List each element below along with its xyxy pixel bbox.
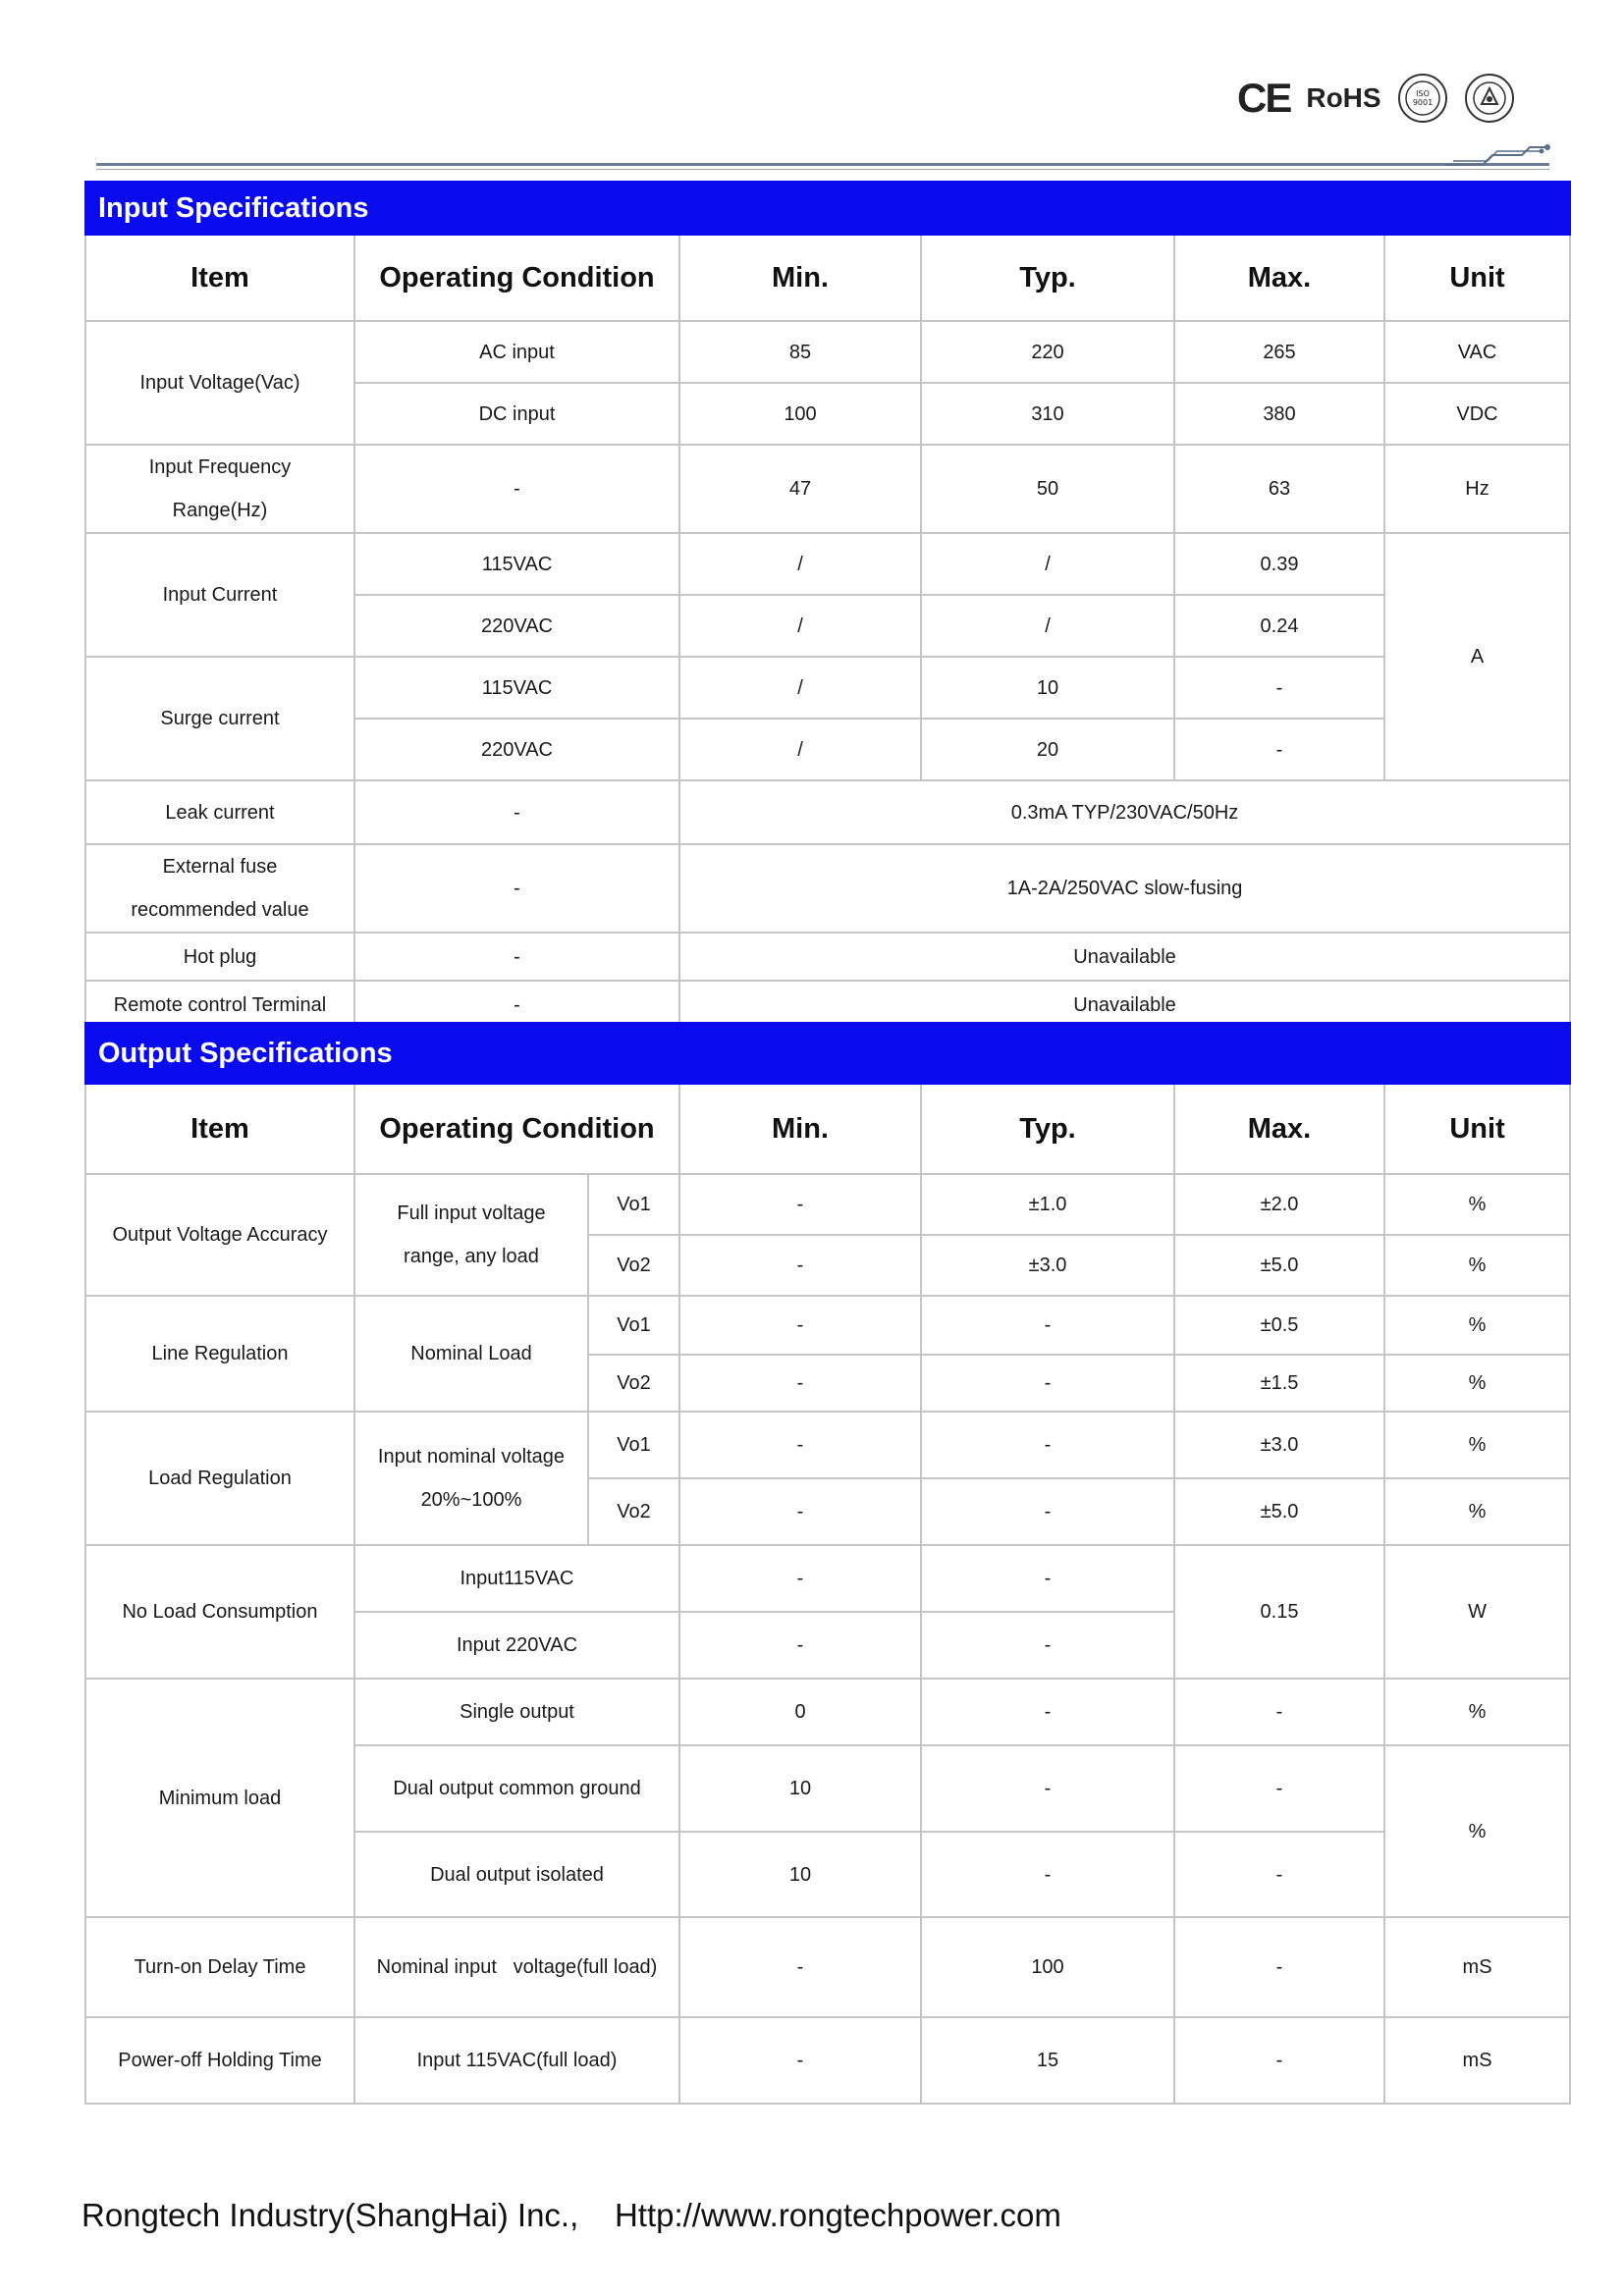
footer-company: Rongtech Industry(ShangHai) Inc.,	[81, 2197, 579, 2233]
col-header-item: Item	[85, 235, 354, 321]
section-title: Input Specifications	[85, 182, 1570, 235]
item-line: Input Frequency	[148, 456, 292, 478]
min-cell: -	[679, 1412, 921, 1478]
max-cell: ±1.5	[1174, 1355, 1384, 1412]
unit-cell: VDC	[1384, 383, 1570, 445]
col-header-item: Item	[85, 1084, 354, 1174]
item-cell: Remote control Terminal	[85, 981, 354, 1029]
condition-cell: Input 115VAC(full load)	[354, 2017, 679, 2104]
item-cell: Input Current	[85, 533, 354, 657]
col-header-min: Min.	[679, 1084, 921, 1174]
unit-cell: %	[1384, 1478, 1570, 1545]
min-cell: -	[679, 1235, 921, 1296]
condition-cell: -	[354, 933, 679, 981]
output-specifications-table	[84, 1022, 1571, 2105]
condition-cell: -	[354, 780, 679, 844]
typ-cell: -	[921, 1679, 1174, 1745]
min-cell: /	[679, 533, 921, 595]
typ-cell: -	[921, 1296, 1174, 1355]
footer	[81, 2197, 1061, 2234]
unit-cell: Hz	[1384, 445, 1570, 533]
unit-cell: VAC	[1384, 321, 1570, 383]
min-cell: 85	[679, 321, 921, 383]
min-cell: 10	[679, 1832, 921, 1917]
typ-cell: -	[921, 1745, 1174, 1832]
condition-line: range, any load	[404, 1246, 539, 1267]
certification-seal-icon	[1464, 73, 1515, 124]
condition-cell: 115VAC	[354, 533, 679, 595]
col-header-max: Max.	[1174, 235, 1384, 321]
unit-cell: %	[1384, 1745, 1570, 1917]
max-cell: -	[1174, 1745, 1384, 1832]
value-cell: 1A-2A/250VAC slow-fusing	[679, 844, 1570, 933]
input-specifications-table	[84, 181, 1571, 1030]
table-row	[85, 1917, 1570, 2017]
condition-line: Input nominal voltage	[377, 1446, 566, 1468]
max-cell: 0.24	[1174, 595, 1384, 657]
table-row	[85, 780, 1570, 844]
typ-cell: -	[921, 1478, 1174, 1545]
unit-cell: %	[1384, 1412, 1570, 1478]
unit-cell: A	[1384, 533, 1570, 780]
typ-cell: 10	[921, 657, 1174, 719]
table-row	[85, 445, 1570, 533]
max-cell: -	[1174, 2017, 1384, 2104]
min-cell: /	[679, 657, 921, 719]
section-title: Output Specifications	[85, 1023, 1570, 1084]
header-rule-thin	[96, 169, 1549, 170]
col-header-unit: Unit	[1384, 1084, 1570, 1174]
svg-text:9001: 9001	[1412, 98, 1433, 107]
max-cell: ±5.0	[1174, 1478, 1384, 1545]
condition-cell: -	[354, 981, 679, 1029]
max-cell: ±2.0	[1174, 1174, 1384, 1235]
item-cell: Leak current	[85, 780, 354, 844]
max-cell: ±0.5	[1174, 1296, 1384, 1355]
table-row	[85, 933, 1570, 981]
max-cell: 0.15	[1174, 1545, 1384, 1679]
condition-cell	[354, 1174, 588, 1296]
max-cell: ±3.0	[1174, 1412, 1384, 1478]
typ-cell: 220	[921, 321, 1174, 383]
condition-cell: Input 220VAC	[354, 1612, 679, 1679]
max-cell: 63	[1174, 445, 1384, 533]
value-cell: Unavailable	[679, 933, 1570, 981]
max-cell: -	[1174, 1832, 1384, 1917]
condition-cell: 220VAC	[354, 719, 679, 780]
min-cell: -	[679, 1174, 921, 1235]
min-cell: 47	[679, 445, 921, 533]
item-line: External fuse	[162, 856, 278, 878]
condition-cell: Dual output common ground	[354, 1745, 679, 1832]
item-cell: Output Voltage Accuracy	[85, 1174, 354, 1296]
circuit-trace-icon	[1443, 139, 1551, 169]
typ-cell: -	[921, 1412, 1174, 1478]
min-cell: -	[679, 1545, 921, 1612]
header-row	[85, 1084, 1570, 1174]
channel-cell: Vo2	[588, 1355, 679, 1412]
table-row	[85, 1545, 1570, 1612]
condition-cell: 115VAC	[354, 657, 679, 719]
condition-cell: Input115VAC	[354, 1545, 679, 1612]
table-row	[85, 1679, 1570, 1745]
min-cell: 100	[679, 383, 921, 445]
condition-cell: AC input	[354, 321, 679, 383]
max-cell: 380	[1174, 383, 1384, 445]
col-header-typ: Typ.	[921, 1084, 1174, 1174]
typ-cell: -	[921, 1832, 1174, 1917]
item-cell	[85, 844, 354, 933]
min-cell: 10	[679, 1745, 921, 1832]
min-cell: -	[679, 1478, 921, 1545]
unit-cell: %	[1384, 1235, 1570, 1296]
max-cell: -	[1174, 719, 1384, 780]
min-cell: -	[679, 1612, 921, 1679]
unit-cell: %	[1384, 1679, 1570, 1745]
item-cell: Turn-on Delay Time	[85, 1917, 354, 2017]
max-cell: -	[1174, 657, 1384, 719]
ce-mark: CE	[1237, 75, 1291, 121]
item-cell: Power-off Holding Time	[85, 2017, 354, 2104]
item-cell: Surge current	[85, 657, 354, 780]
unit-cell: mS	[1384, 2017, 1570, 2104]
unit-cell: %	[1384, 1355, 1570, 1412]
item-cell: Input Voltage(Vac)	[85, 321, 354, 445]
min-cell: -	[679, 2017, 921, 2104]
typ-cell: ±1.0	[921, 1174, 1174, 1235]
value-cell: 0.3mA TYP/230VAC/50Hz	[679, 780, 1570, 844]
typ-cell: 50	[921, 445, 1174, 533]
min-cell: /	[679, 595, 921, 657]
table-row	[85, 321, 1570, 383]
item-line: recommended value	[131, 899, 309, 921]
col-header-min: Min.	[679, 235, 921, 321]
condition-cell: Nominal input voltage(full load)	[354, 1917, 679, 2017]
min-cell: 0	[679, 1679, 921, 1745]
table-row	[85, 1412, 1570, 1478]
condition-cell: -	[354, 445, 679, 533]
table-row	[85, 844, 1570, 933]
table-row	[85, 533, 1570, 595]
col-header-condition: Operating Condition	[354, 235, 679, 321]
iso-seal-icon	[1397, 73, 1448, 124]
condition-cell: Dual output isolated	[354, 1832, 679, 1917]
max-cell: 265	[1174, 321, 1384, 383]
unit-cell: W	[1384, 1545, 1570, 1679]
item-cell: Load Regulation	[85, 1412, 354, 1545]
col-header-condition: Operating Condition	[354, 1084, 679, 1174]
typ-cell: 100	[921, 1917, 1174, 2017]
min-cell: -	[679, 1296, 921, 1355]
channel-cell: Vo2	[588, 1478, 679, 1545]
unit-cell: %	[1384, 1296, 1570, 1355]
table-row	[85, 1174, 1570, 1235]
condition-cell: 220VAC	[354, 595, 679, 657]
col-header-typ: Typ.	[921, 235, 1174, 321]
typ-cell: -	[921, 1612, 1174, 1679]
typ-cell: -	[921, 1355, 1174, 1412]
rohs-mark: RoHS	[1306, 82, 1381, 113]
channel-cell: Vo1	[588, 1412, 679, 1478]
footer-url[interactable]: Http://www.rongtechpower.com	[614, 2197, 1061, 2233]
max-cell: -	[1174, 1917, 1384, 2017]
min-cell: /	[679, 719, 921, 780]
header-rule	[96, 163, 1549, 166]
condition-cell	[354, 1412, 588, 1545]
svg-text:ISO: ISO	[1415, 89, 1430, 98]
table-row	[85, 1296, 1570, 1355]
min-cell: -	[679, 1917, 921, 2017]
max-cell: -	[1174, 1679, 1384, 1745]
typ-cell: /	[921, 533, 1174, 595]
typ-cell: 15	[921, 2017, 1174, 2104]
condition-cell: -	[354, 844, 679, 933]
condition-cell: Nominal Load	[354, 1296, 588, 1412]
item-line: Range(Hz)	[172, 500, 268, 521]
typ-cell: 310	[921, 383, 1174, 445]
item-cell: Minimum load	[85, 1679, 354, 1917]
table-row	[85, 2017, 1570, 2104]
typ-cell: 20	[921, 719, 1174, 780]
typ-cell: -	[921, 1545, 1174, 1612]
channel-cell: Vo1	[588, 1296, 679, 1355]
unit-cell: %	[1384, 1174, 1570, 1235]
min-cell: -	[679, 1355, 921, 1412]
header-row	[85, 235, 1570, 321]
typ-cell: /	[921, 595, 1174, 657]
condition-cell: DC input	[354, 383, 679, 445]
channel-cell: Vo1	[588, 1174, 679, 1235]
typ-cell: ±3.0	[921, 1235, 1174, 1296]
max-cell: 0.39	[1174, 533, 1384, 595]
certification-logos	[1237, 69, 1515, 128]
unit-cell: mS	[1384, 1917, 1570, 2017]
condition-line: Full input voltage	[397, 1202, 546, 1224]
item-cell: No Load Consumption	[85, 1545, 354, 1679]
condition-line: 20%~100%	[420, 1489, 522, 1511]
item-cell: Hot plug	[85, 933, 354, 981]
col-header-max: Max.	[1174, 1084, 1384, 1174]
col-header-unit: Unit	[1384, 235, 1570, 321]
max-cell: ±5.0	[1174, 1235, 1384, 1296]
value-cell: Unavailable	[679, 981, 1570, 1029]
item-cell	[85, 445, 354, 533]
condition-cell: Single output	[354, 1679, 679, 1745]
channel-cell: Vo2	[588, 1235, 679, 1296]
item-cell: Line Regulation	[85, 1296, 354, 1412]
table-row	[85, 657, 1570, 719]
